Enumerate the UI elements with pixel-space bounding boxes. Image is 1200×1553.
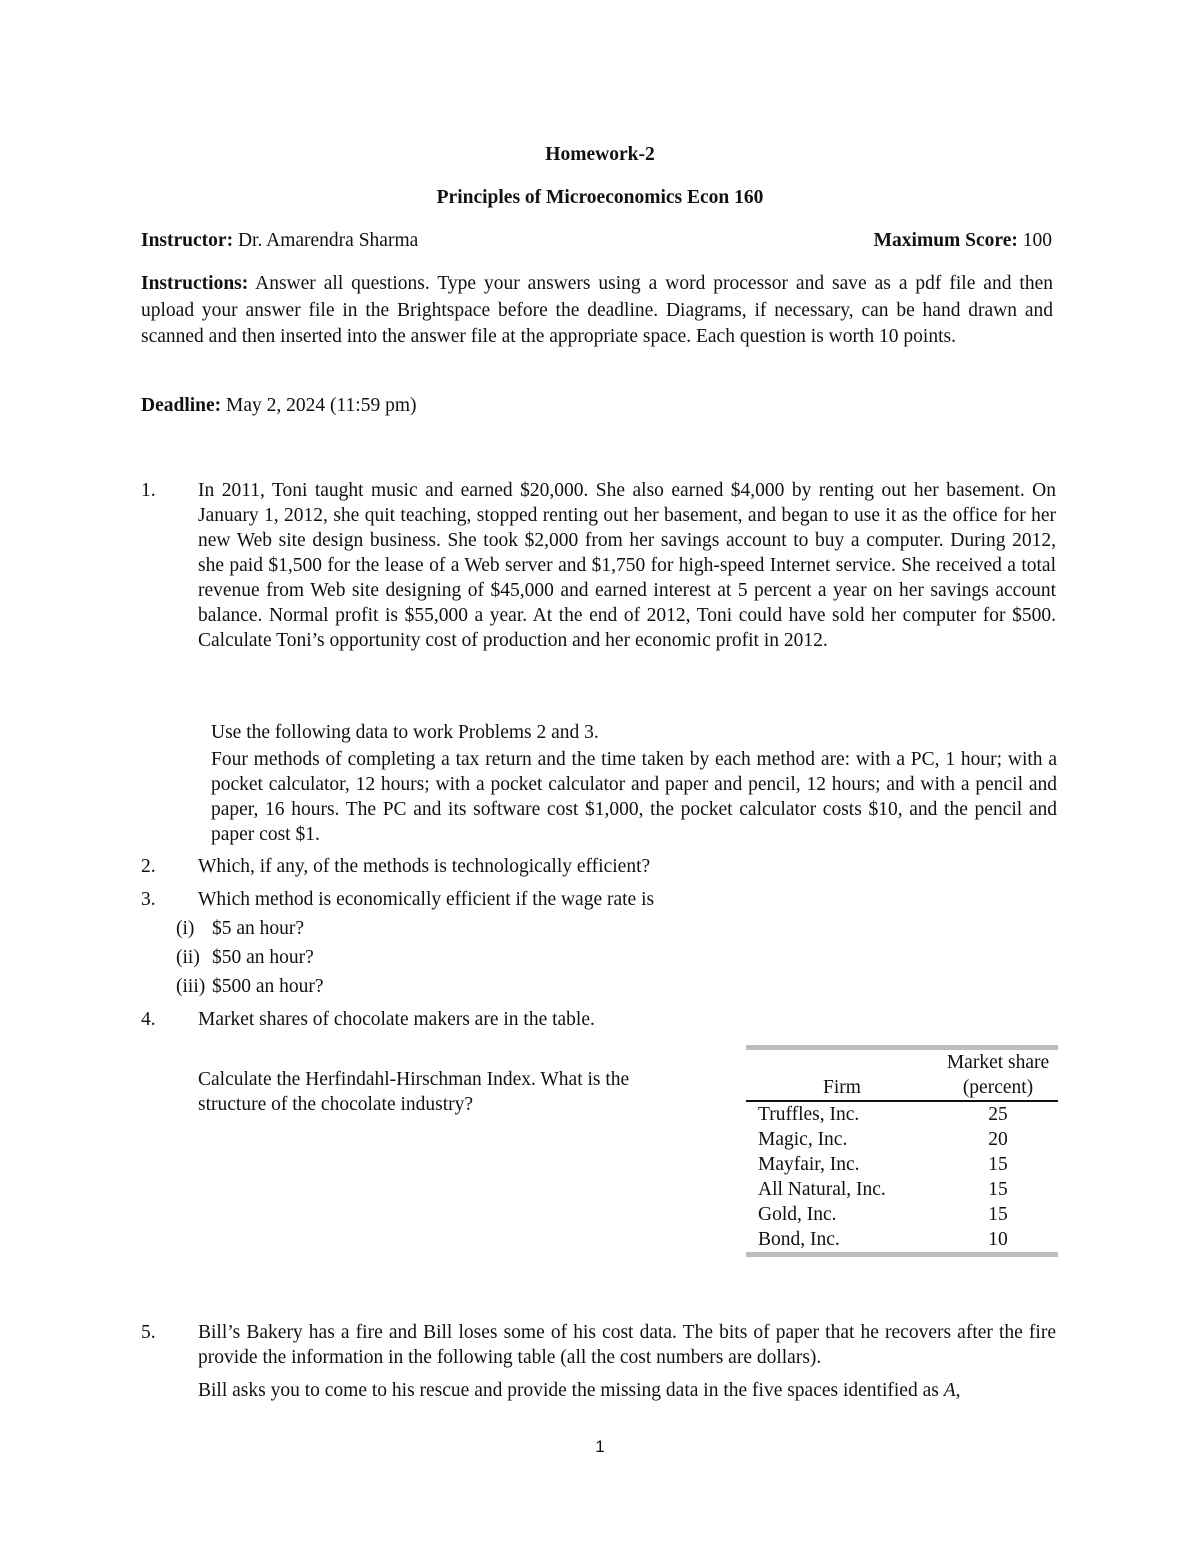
firm-name: Magic, Inc. <box>758 1129 848 1150</box>
question-3-part <box>176 945 314 970</box>
instructions-paragraph <box>141 271 1053 351</box>
question-text: Which, if any, of the methods is technologically efficient? <box>198 856 651 877</box>
table-row <box>746 1152 1058 1177</box>
firm-name: Bond, Inc. <box>746 1227 938 1255</box>
question-number: 4. <box>141 1009 156 1030</box>
table-row <box>746 1101 1058 1127</box>
market-share: 20 <box>988 1129 1008 1150</box>
question-3-part <box>176 916 304 941</box>
question-text: Which method is economically efficient if the wage rate is <box>198 889 655 910</box>
deadline-line <box>141 393 1053 418</box>
course-title: Principles of Microeconomics Econ 160 <box>436 187 764 208</box>
market-share: 15 <box>988 1154 1008 1175</box>
table-row <box>746 1127 1058 1152</box>
firm-name: Mayfair, Inc. <box>758 1154 860 1175</box>
market-share: 15 <box>988 1179 1008 1200</box>
shared-data-intro: Use the following data to work Problems 2 and 3. <box>211 722 599 743</box>
part-label: (i) <box>176 918 195 939</box>
market-share-table <box>746 1045 1058 1257</box>
market-share: 15 <box>988 1204 1008 1225</box>
part-label: (iii) <box>176 976 206 997</box>
firm-name: Gold, Inc. <box>758 1204 837 1225</box>
question-number: 3. <box>141 889 156 910</box>
table-row <box>746 1177 1058 1202</box>
instructions-label: Instructions: <box>141 273 249 294</box>
deadline-label: Deadline: <box>141 395 222 416</box>
question-text: Bill’s Bakery has a fire and Bill loses some of his cost data. The bits of paper that he recovers after the fire provide the information in the following table (all the cost numbers are dollars). <box>198 1322 1056 1368</box>
instructions-text: Answer all questions. Type your answers using a word processor and save as a pdf file and then upload your answer file in the Brightspace before the deadline. Diagrams, if necessary, can be hand drawn and scanned and then inserted into the answer file at the appropriate space. Each question is worth 10 points. <box>141 273 1053 347</box>
table-header-firm: Firm <box>746 1075 938 1101</box>
question-4-prompt: Calculate the Herfindahl-Hirschman Index. What is the structure of the chocolate industry? <box>198 1069 630 1115</box>
table-row <box>746 1202 1058 1227</box>
deadline-value: May 2, 2024 (11:59 pm) <box>226 395 417 416</box>
table-header-share-line2: (percent) <box>938 1075 1058 1101</box>
table-header-spacer <box>746 1048 938 1076</box>
question-number: 2. <box>141 856 156 877</box>
question-number: 5. <box>141 1322 156 1343</box>
question-5-continued: Bill asks you to come to his rescue and provide the missing data in the five spaces identified as A, <box>198 1380 961 1401</box>
page-number: 1 <box>595 1437 605 1456</box>
market-share: 25 <box>988 1104 1008 1125</box>
max-score-value: 100 <box>1022 230 1052 251</box>
question-3-part <box>176 974 324 999</box>
shared-data-text: Four methods of completing a tax return and the time taken by each method are: with a PC, 1 hour; with a pocket calculator, 12 hours; with a pocket calculator and paper and pencil, 12 hours; and with a pencil and paper, 16 hours. The PC and its software cost $1,000, the pocket calculator costs $10, and the pencil and paper cost $1. <box>211 749 1057 845</box>
part-text: $500 an hour? <box>212 976 324 997</box>
question-text: Market shares of chocolate makers are in the table. <box>198 1009 595 1030</box>
question-text: In 2011, Toni taught music and earned $20,000. She also earned $4,000 by renting out her basement. On January 1, 2012, she quit teaching, stopped renting out her basement, and began to use it as the office for her new Web site design business. She took $2,000 from her savings account to buy a computer. During 2012, she paid $1,500 for the lease of a Web server and $1,750 for high-speed Internet service. She received a total revenue from Web site designing of $45,000 and earned interest at 5 percent a year on her savings account balance. Normal profit is $55,000 a year. At the end of 2012, Toni could have sold her computer for $500. Calculate Toni’s opportunity cost of production and her economic profit in 2012. <box>198 480 1056 651</box>
table-row <box>746 1227 1058 1255</box>
max-score-label: Maximum Score: <box>873 230 1018 251</box>
max-score-line <box>874 228 1052 253</box>
part-text: $5 an hour? <box>212 918 305 939</box>
table-header-share-line1: Market share <box>938 1048 1058 1076</box>
part-text: $50 an hour? <box>212 947 314 968</box>
market-share: 10 <box>938 1227 1058 1255</box>
firm-name: All Natural, Inc. <box>758 1179 886 1200</box>
instructor-label: Instructor: <box>141 230 234 251</box>
firm-name: Truffles, Inc. <box>758 1104 860 1125</box>
instructor-line <box>141 228 418 253</box>
document-title: Homework-2 <box>545 144 655 165</box>
question-number: 1. <box>141 480 156 501</box>
instructor-name: Dr. Amarendra Sharma <box>237 230 419 251</box>
part-label: (ii) <box>176 947 200 968</box>
